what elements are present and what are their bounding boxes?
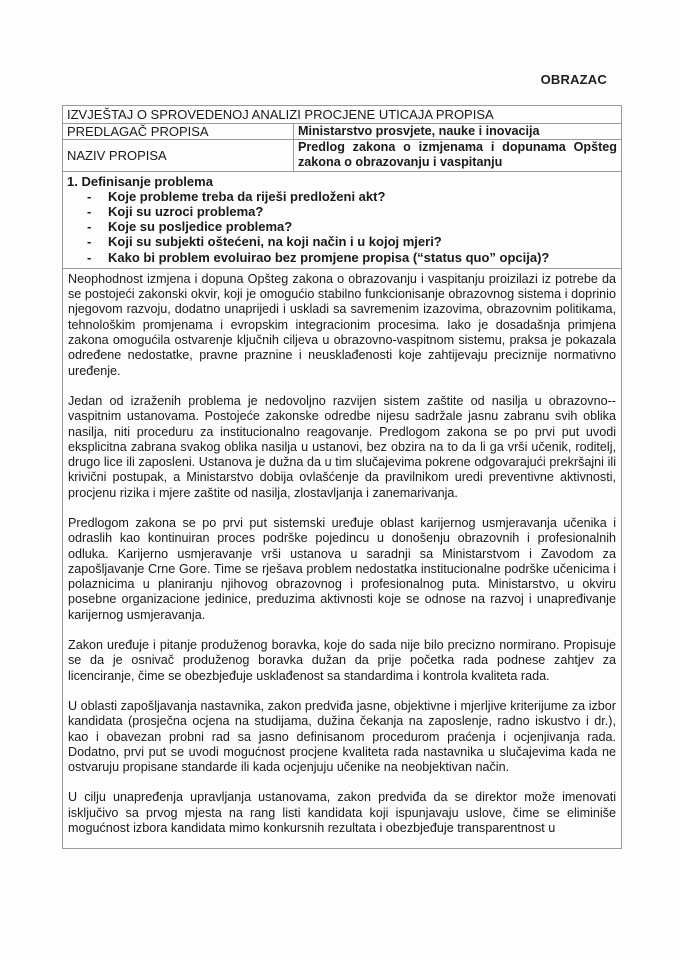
answer-paragraph: Neophodnost izmjena i dopuna Opšteg zakona o obrazovanju i vaspitanju proizilazi iz potrebe da se postojeći zakonski okvir, koji je omogućio stabilno funkcionisanje obrazovnog sistema i doprinio njegovom razvoju, dodatno unaprijedi i uskladi sa savremenim izazovima, obrazovnim politikama, tehnološkim promjenama i evropskim integracionim procesima. Iako je dosadašnja primjena zakona omogućila ostvarenje ključnih ciljeva u obrazovno-vaspitnom sistemu, praksa je pokazala određene nedostatke, pravne praznine i neusklađenosti koje zahtijevaju preciznije normativno uređenje. [68, 271, 616, 378]
regulation-name-line-1: Predlog zakona o izmjenama i dopunama Opšteg [298, 140, 617, 155]
regulation-name-label: NAZIV PROPISA [63, 140, 294, 171]
regulation-name-value [294, 140, 622, 171]
question-item: - Kako bi problem evoluirao bez promjene propisa (“status quo” opcija)? [87, 250, 617, 265]
form-title: IZVJEŠTAJ O SPROVEDENOJ ANALIZI PROCJENE UTICAJA PROPISA [63, 106, 622, 124]
question-item: - Koje su posljedice problema? [87, 219, 617, 234]
question-item: - Koji su subjekti oštećeni, na koji način i u kojoj mjeri? [87, 234, 617, 249]
answer-paragraph: Jedan od izraženih problema je nedovoljno razvijen sistem zaštite od nasilja u obrazovno--vaspitnim ustanovama. Postojeće zakonske odredbe nijesu sadržale jasnu zabranu svih oblika nasilja, niti proceduru za institucionalno reagovanje. Predlogom zakona se po prvi put uvodi eksplicitna zabrana svakog oblika nasilja u ustanovi, bez obzira na to da li ga vrši učenik, roditelj, drugo lice ili zaposleni. Ustanova je dužna da u tim slučajevima pokrene odgovarajući prekršajni ili krivični postupak, a Ministarstvo dobija ovlašćenje da pravilnikom uredi preventivne aktivnosti, procjenu rizika i mjere zaštite od nasilja, zlostavljanja i zanemarivanja. [68, 393, 616, 500]
answer-paragraph: U oblasti zapošljavanja nastavnika, zakon predviđa jasne, objektivne i mjerljive kriterijume za izbor kandidata (prosječna ocjena na studijama, dužina čekanja na zaposlenje, radno iskustvo i dr.), kao i obavezan probni rad sa jasno definisanom procedurom praćenja i ocjenjivanja rada. Dodatno, prvi put se uvodi mogućnost procjene kvaliteta rada nastavnika u slučajevima kada ne ostvaruju propisane standarde ili kada ocjenjuju učenike na neobjektivan način. [68, 698, 616, 775]
regulation-name-row [63, 140, 622, 171]
section-heading: 1. Definisanje problema [67, 173, 213, 189]
form-title-row [63, 106, 622, 124]
question-list [67, 189, 617, 265]
proposer-label: PREDLAGAČ PROPISA [63, 124, 294, 140]
questions-row [63, 171, 622, 268]
answer-paragraph: U cilju unapređenja upravljanja ustanovama, zakon predviđa da se direktor može imenovati isključivo sa prvog mjesta na rang listi kandidata koji ispunjavaju uslove, čime se eliminiše mogućnost izbora kandidata mimo konkursnih rezultata i obezbjeđuje transparentnost u [68, 790, 616, 836]
answer-row [63, 268, 622, 849]
impact-assessment-form [62, 105, 622, 849]
question-item: - Koje probleme treba da riješi predloženi akt? [87, 189, 617, 204]
questions-cell [63, 171, 622, 268]
regulation-name-line-2: zakona o obrazovanju i vaspitanju [298, 155, 503, 170]
proposer-value: Ministarstvo prosvjete, nauke i inovacija [294, 124, 622, 140]
answer-paragraph: Zakon uređuje i pitanje produženog boravka, koje do sada nije bilo precizno normirano. Propisuje se da je osnivač produženog boravka dužan da prije početka rada podnese zahtjev za licenciranje, čime se obezbjeđuje usklađenost sa standardima i kontrola kvaliteta rada. [68, 638, 616, 683]
answer-cell [63, 268, 622, 849]
form-label: OBRAZAC [540, 72, 607, 87]
question-item: - Koji su uzroci problema? [87, 204, 617, 219]
proposer-row [63, 124, 622, 140]
answer-paragraph: Predlogom zakona se po prvi put sistemski uređuje oblast karijernog usmjeravanja učenika i odraslih kao kontinuiran proces podrške pojedincu u donošenju obrazovnih i profesionalnih odluka. Karijerno usmjeravanje vrši ustanova u saradnji sa Ministarstvom i Zavodom za zapošljavanje Crne Gore. Time se rješava problem nedostatka institucionalne podrške učenicima i polaznicima u planiranju njihovog obrazovnog i profesionalnog puta. Ministarstvo, u okviru posebne organizacione jedinice, preduzima aktivnosti koje se odnose na razvoj i unapređivanje karijernog usmjeravanja. [68, 515, 616, 622]
